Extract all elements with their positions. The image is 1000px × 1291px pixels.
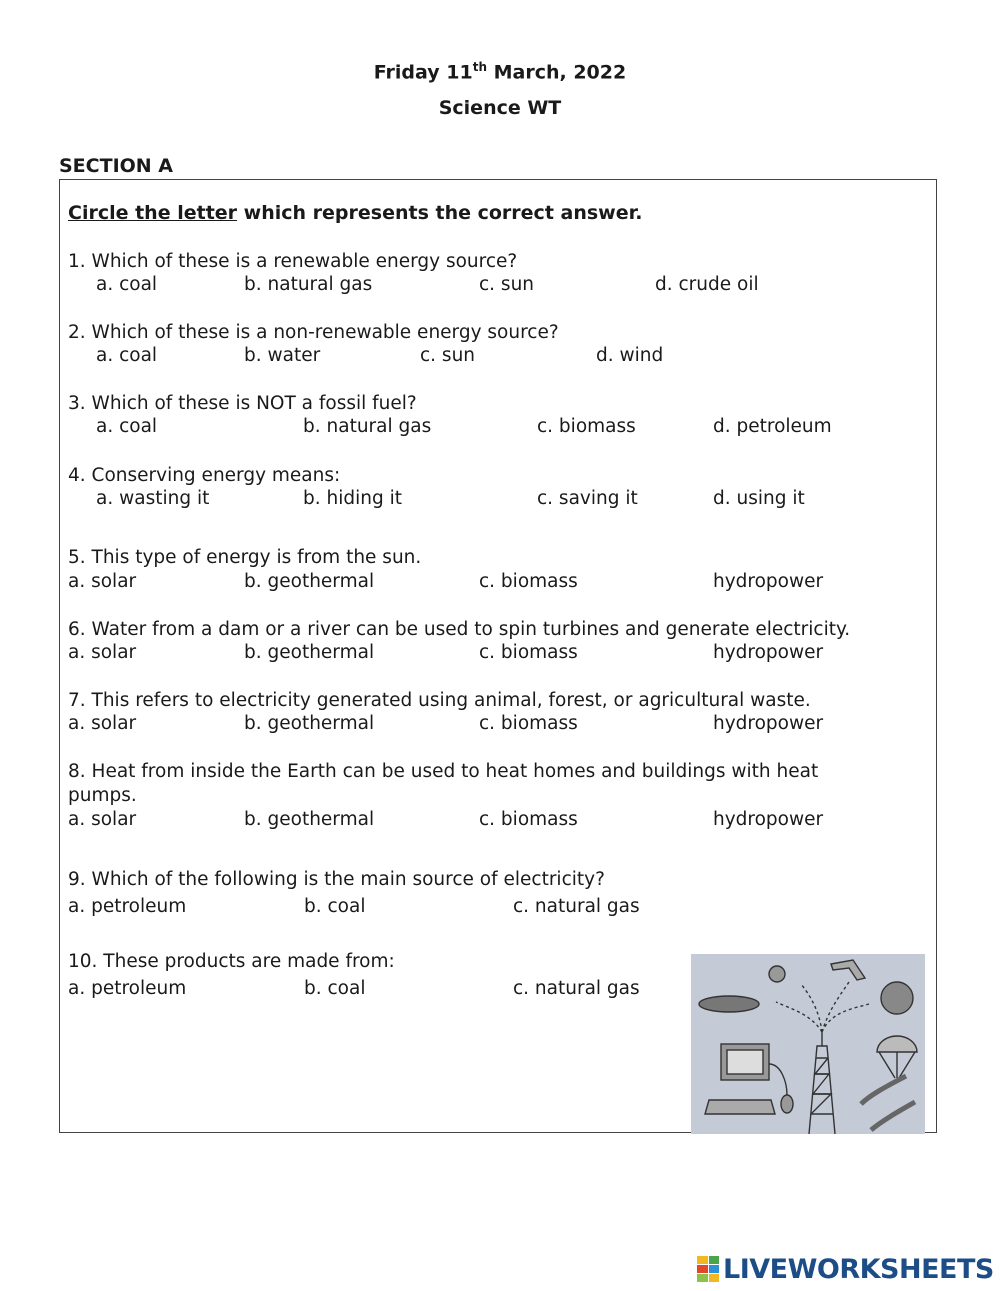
q3-option-c[interactable]: c. biomass <box>537 416 636 437</box>
q8-option-c[interactable]: c. biomass <box>479 809 578 830</box>
q1-option-a[interactable]: a. coal <box>96 274 158 295</box>
q4-option-a[interactable]: a. wasting it <box>96 488 210 509</box>
q10-option-b[interactable]: b. coal <box>304 978 366 999</box>
q1-option-b[interactable]: b. natural gas <box>244 274 373 295</box>
q9-option-b[interactable]: b. coal <box>304 896 366 917</box>
section-title: SECTION A <box>59 155 174 177</box>
question-8-continued: pumps. <box>68 785 137 806</box>
question-3: 3. Which of these is NOT a fossil fuel? <box>68 393 417 414</box>
frisbee-icon <box>699 996 759 1012</box>
q6-option-c[interactable]: c. biomass <box>479 642 578 663</box>
yoyo-icon <box>769 966 785 982</box>
q4-option-c[interactable]: c. saving it <box>537 488 638 509</box>
question-10: 10. These products are made from: <box>68 951 395 972</box>
q3-option-b[interactable]: b. natural gas <box>303 416 432 437</box>
q5-option-c[interactable]: c. biomass <box>479 571 578 592</box>
worksheet-date: Friday 11th March, 2022 <box>373 60 627 84</box>
oil-derrick-icon <box>809 1046 835 1134</box>
q5-option-d[interactable]: hydropower <box>713 571 824 592</box>
keyboard-icon <box>705 1100 775 1114</box>
q4-option-d[interactable]: d. using it <box>713 488 805 509</box>
question-9: 9. Which of the following is the main source of electricity? <box>68 869 605 890</box>
worksheet-subject: Science WT <box>438 97 562 119</box>
question-8: 8. Heat from inside the Earth can be used to heat homes and buildings with heat <box>68 761 819 782</box>
q3-option-a[interactable]: a. coal <box>96 416 158 437</box>
q8-option-b[interactable]: b. geothermal <box>244 809 375 830</box>
q4-option-b[interactable]: b. hiding it <box>303 488 402 509</box>
fork-icon <box>861 1076 906 1104</box>
spoon-icon <box>871 1102 915 1130</box>
ball-icon <box>881 982 913 1014</box>
q9-option-c[interactable]: c. natural gas <box>513 896 640 917</box>
liveworksheets-logo <box>697 1252 994 1286</box>
question-4: 4. Conserving energy means: <box>68 465 341 486</box>
question-6: 6. Water from a dam or a river can be used to spin turbines and generate electricity. <box>68 619 851 640</box>
q2-option-b[interactable]: b. water <box>244 345 321 366</box>
q5-option-b[interactable]: b. geothermal <box>244 571 375 592</box>
mouse-icon <box>781 1095 793 1113</box>
q7-option-a[interactable]: a. solar <box>68 713 137 734</box>
logo-text: LIVEWORKSHEETS <box>723 1253 994 1285</box>
question-1: 1. Which of these is a renewable energy source? <box>68 251 518 272</box>
q10-option-a[interactable]: a. petroleum <box>68 978 187 999</box>
q3-option-d[interactable]: d. petroleum <box>713 416 832 437</box>
instruction: Circle the letter which represents the correct answer. <box>68 202 643 224</box>
q8-option-d[interactable]: hydropower <box>713 809 824 830</box>
q6-option-d[interactable]: hydropower <box>713 642 824 663</box>
question-7: 7. This refers to electricity generated using animal, forest, or agricultural waste. <box>68 690 811 711</box>
q1-option-c[interactable]: c. sun <box>479 274 535 295</box>
q6-option-a[interactable]: a. solar <box>68 642 137 663</box>
q9-option-a[interactable]: a. petroleum <box>68 896 187 917</box>
q2-option-a[interactable]: a. coal <box>96 345 158 366</box>
q7-option-b[interactable]: b. geothermal <box>244 713 375 734</box>
q1-option-d[interactable]: d. crude oil <box>655 274 759 295</box>
parachute-icon <box>877 1036 917 1052</box>
boomerang-icon <box>831 960 865 980</box>
q2-option-d[interactable]: d. wind <box>596 345 664 366</box>
q10-option-c[interactable]: c. natural gas <box>513 978 640 999</box>
logo-blocks-icon <box>697 1256 719 1282</box>
petroleum-products-illustration <box>691 954 925 1134</box>
q8-option-a[interactable]: a. solar <box>68 809 137 830</box>
q2-option-c[interactable]: c. sun <box>420 345 476 366</box>
q5-option-a[interactable]: a. solar <box>68 571 137 592</box>
q7-option-c[interactable]: c. biomass <box>479 713 578 734</box>
question-5: 5. This type of energy is from the sun. <box>68 547 422 568</box>
q6-option-b[interactable]: b. geothermal <box>244 642 375 663</box>
petroleum-products-drawing <box>691 954 925 1134</box>
q7-option-d[interactable]: hydropower <box>713 713 824 734</box>
question-2: 2. Which of these is a non-renewable energy source? <box>68 322 559 343</box>
